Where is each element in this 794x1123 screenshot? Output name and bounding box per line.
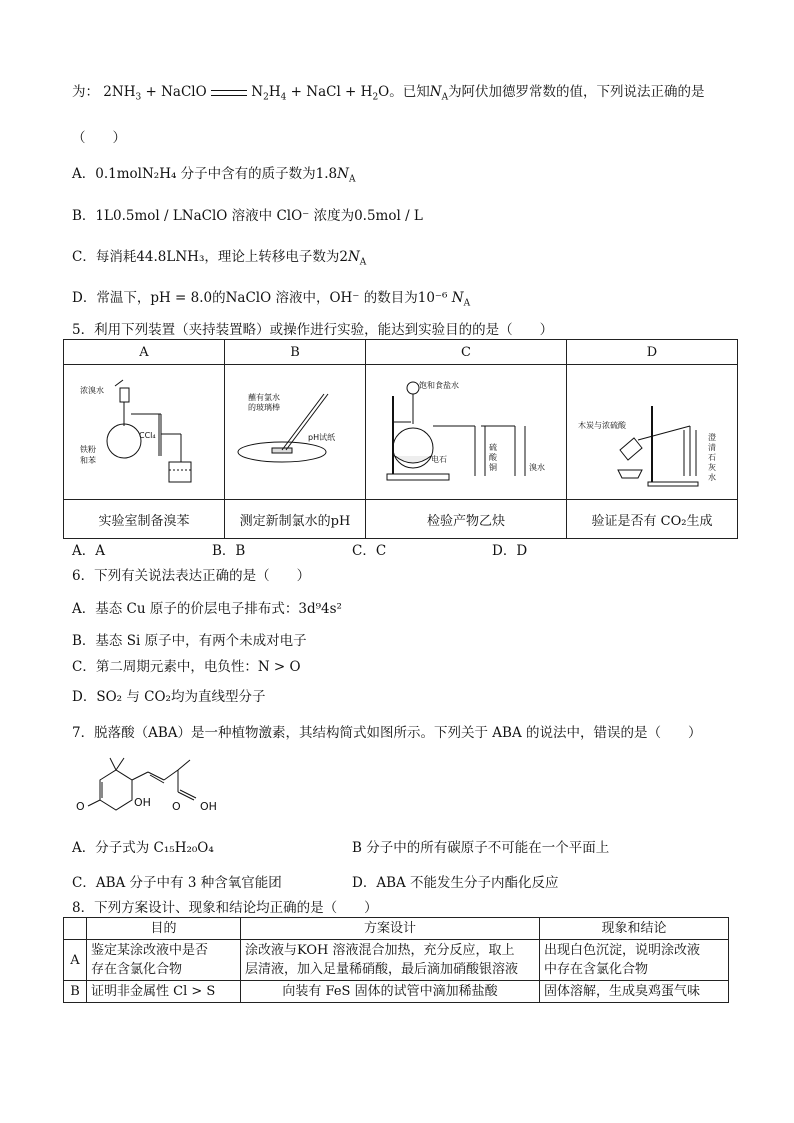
q5-header-d: D	[567, 340, 738, 365]
q7-option-a: A．分子式为 C₁₅H₂₀O₄	[72, 840, 214, 856]
q8-table	[63, 917, 729, 1003]
q4-option-a: A．0.1molN₂H₄ 分子中含有的质子数为$1.8N_A$	[72, 166, 356, 185]
row-label: A	[64, 940, 87, 981]
q4-option-c: C．每消耗44.8LNH₃，理论上转移电子数为$2N_A$	[72, 249, 367, 268]
intro-lead: 为：	[72, 84, 99, 100]
apparatus-a-figure	[65, 366, 223, 494]
row-result: 出现白色沉淀，说明涂改液 中存在含氯化合物	[540, 940, 729, 981]
label-calcium-carbide: 电石	[431, 455, 447, 464]
reaction-line: 为： $2NH_3$ + NaClO $N_2H_4$ + NaCl + $H_2O$。已知$N_A$为阿伏加德罗常数的值，下列说法正确的是	[72, 84, 705, 103]
q8-header-design: 方案设计	[241, 918, 540, 940]
q5-caption-a: 实验室制备溴苯	[64, 500, 225, 539]
product-nacl-water: + NaCl + H	[290, 84, 373, 100]
q7-option-b: B 分子中的所有碳原子不可能在一个平面上	[352, 840, 610, 856]
q5-options	[72, 539, 527, 559]
apparatus-a-cell	[64, 365, 225, 500]
q5-table	[63, 339, 738, 539]
product-water-o: O	[378, 84, 390, 100]
q7-option-d: D．ABA 不能发生分子内酯化反应	[352, 875, 559, 891]
aba-carboxyl-oh: OH	[200, 800, 217, 813]
q8-stem: 8．下列方案设计、现象和结论均正确的是（ ）	[72, 900, 378, 916]
label-limewater-5: 水	[708, 473, 716, 482]
q5-caption-c: 检验产物乙炔	[366, 500, 567, 539]
q8-header-purpose: 目的	[87, 918, 241, 940]
label-copper-sulfate-1: 硫	[489, 443, 497, 452]
apparatus-d-cell	[567, 365, 738, 500]
row-purpose: 鉴定某涂改液中是否 存在含氯化合物	[87, 940, 241, 981]
apparatus-d-figure	[568, 366, 736, 494]
q5-option-c: C．C	[352, 543, 387, 559]
reactant-naclo: + NaClO	[145, 84, 207, 100]
label-charcoal-acid: 木炭与浓硫酸	[578, 421, 626, 430]
q5-header-c: C	[366, 340, 567, 365]
q6-option-c: C．第二周期元素中，电负性：N > O	[72, 659, 301, 675]
label-bromine-water: 浓溴水	[80, 386, 104, 395]
q6-stem: 6．下列有关说法表达正确的是（ ）	[72, 568, 311, 584]
q8-header-result: 现象和结论	[540, 918, 729, 940]
row-design: 涂改液与KOH 溶液混合加热，充分反应，取上 层清液，加入足量稀硝酸，最后滴加硝酸银溶液	[241, 940, 540, 981]
q5-caption-b: 测定新制氯水的pH	[225, 500, 366, 539]
row-result: 固体溶解，生成臭鸡蛋气味	[540, 981, 729, 1003]
table-row	[64, 981, 729, 1003]
aba-ketone-o: O	[76, 800, 85, 813]
q5-header-b: B	[225, 340, 366, 365]
q5-option-a: A．A	[72, 543, 105, 559]
q6-option-d: D．SO₂ 与 CO₂均为直线型分子	[72, 689, 266, 705]
apparatus-b-figure	[226, 366, 364, 494]
label-chlorine-rod-2: 的玻璃棒	[248, 403, 280, 412]
avogadro-symbol: N	[429, 84, 442, 100]
row-purpose: 证明非金属性 Cl > S	[87, 981, 241, 1003]
label-copper-sulfate-3: 铜	[489, 463, 497, 472]
q5-header-a: A	[64, 340, 225, 365]
reactant-ammonia: 2NH	[103, 84, 136, 100]
label-limewater-1: 澄	[708, 433, 716, 442]
label-benzene: 和苯	[80, 456, 96, 465]
label-limewater-3: 石	[708, 453, 716, 462]
aba-carbonyl-o: O	[172, 800, 181, 813]
q4-paren: （ ）	[72, 130, 126, 146]
row-design: 向装有 FeS 固体的试管中滴加稀盐酸	[241, 981, 540, 1003]
q4-option-b: B．1L0.5mol / LNaClO 溶液中 ClO⁻ 浓度为0.5mol / L	[72, 208, 423, 224]
apparatus-c-cell	[366, 365, 567, 500]
q5-option-b: B．B	[212, 543, 246, 559]
label-limewater-2: 清	[708, 443, 716, 452]
intro-tail2: 为阿伏加德罗常数的值，下列说法正确的是	[448, 84, 705, 100]
q4-option-d: D．常温下，pH = 8.0的NaClO 溶液中，OH⁻ 的数目为10⁻⁶ $N_A$	[72, 290, 471, 309]
q6-option-b: B．基态 Si 原子中，有两个未成对电子	[72, 633, 307, 649]
q5-option-d: D．D	[492, 543, 528, 559]
product-hydrazine: N	[251, 84, 264, 100]
q6-option-a: A．基态 Cu 原子的价层电子排布式：3d⁹4s²	[72, 601, 342, 617]
apparatus-b-cell	[225, 365, 366, 500]
intro-tail1: 。已知	[389, 84, 430, 100]
label-chlorine-rod-1: 蘸有氯水	[248, 393, 280, 402]
label-bromine-water-c: 溴水	[529, 463, 545, 472]
label-saturated-brine: 饱和食盐水	[419, 381, 459, 390]
label-ph-paper: pH试纸	[308, 433, 336, 442]
label-iron-powder: 铁粉	[80, 445, 96, 454]
aba-structure	[72, 752, 242, 824]
q5-stem: 5．利用下列装置（夹持装置略）或操作进行实验，能达到实验目的的是（ ）	[72, 322, 554, 338]
aba-hydroxyl: OH	[134, 796, 151, 809]
label-limewater-4: 灰	[708, 463, 716, 472]
q7-option-c: C．ABA 分子中有 3 种含氧官能团	[72, 875, 282, 891]
q5-caption-d: 验证是否有 CO₂生成	[567, 500, 738, 539]
label-ccl4: CCl₄	[139, 431, 156, 440]
equals-sign	[211, 90, 247, 96]
table-row	[64, 940, 729, 981]
q7-stem: 7．脱落酸（ABA）是一种植物激素，其结构简式如图所示。下列关于 ABA 的说法中，错误的是（ ）	[72, 725, 702, 741]
label-copper-sulfate-2: 酸	[489, 453, 497, 462]
apparatus-c-figure	[367, 366, 565, 494]
row-label: B	[64, 981, 87, 1003]
